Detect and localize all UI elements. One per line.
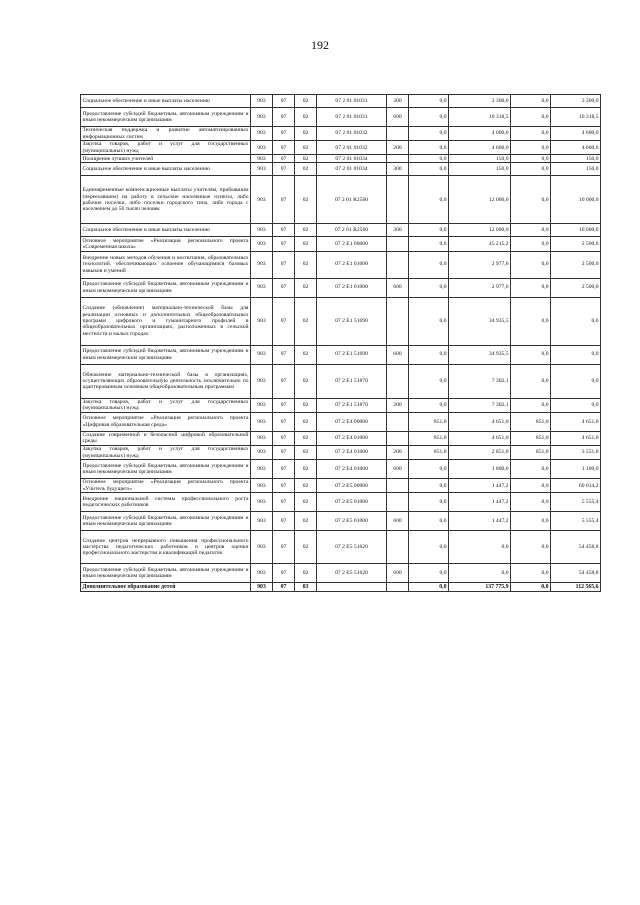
cell-target: 07 2 01 01031 xyxy=(317,108,387,127)
cell-subsection: 02 xyxy=(295,251,317,278)
cell-subsection: 03 xyxy=(295,583,317,592)
cell-section: 07 xyxy=(273,95,295,108)
cell-section: 07 xyxy=(273,583,295,592)
table-row xyxy=(81,237,601,251)
cell-sum2: 12 000,0 xyxy=(449,176,511,224)
cell-sum1: 0,0 xyxy=(409,564,449,583)
cell-expense-type: 600 xyxy=(387,278,409,297)
cell-expense-type: 200 xyxy=(387,141,409,155)
cell-target: 07 2 E1 51870 xyxy=(317,364,387,398)
table-row xyxy=(81,512,601,531)
cell-sum2: 34 935,5 xyxy=(449,345,511,364)
cell-sum3: 0,0 xyxy=(511,224,551,237)
cell-sum1: 0,0 xyxy=(409,95,449,108)
cell-sum3: 0,0 xyxy=(511,493,551,512)
cell-name: Социальное обеспечение и иные выплаты населению xyxy=(81,95,251,108)
cell-grbs: 903 xyxy=(251,512,273,531)
cell-grbs: 903 xyxy=(251,479,273,493)
cell-sum3: 0,0 xyxy=(511,531,551,564)
cell-sum3: 0,0 xyxy=(511,155,551,163)
cell-subsection: 02 xyxy=(295,176,317,224)
cell-name: Закупка товаров, работ и услуг для государственных (муниципальных) нужд xyxy=(82,446,249,459)
cell-subsection: 02 xyxy=(295,345,317,364)
cell-subsection: 02 xyxy=(295,163,317,176)
cell-sum2: 1 447,2 xyxy=(449,512,511,531)
cell-subsection: 02 xyxy=(295,364,317,398)
cell-target: 07 2 E1 51690 xyxy=(317,345,387,364)
cell-sum3: 0,0 xyxy=(511,297,551,345)
cell-sum3: 0,0 xyxy=(511,564,551,583)
cell-sum4: 10 000,0 xyxy=(551,176,601,224)
cell-name: Предоставление субсидий бюджетным, автономным учреждениям и иным некоммерческим организациям xyxy=(81,460,251,479)
page-number: 192 xyxy=(311,38,329,52)
cell-sum1: 0,0 xyxy=(409,163,449,176)
cell-expense-type xyxy=(387,493,409,512)
cell-name: Социальное обеспечение и иные выплаты населению xyxy=(81,224,251,237)
cell-sum1: 0,0 xyxy=(409,237,449,251)
cell-sum3: 0,0 xyxy=(511,583,551,592)
cell-sum2: 2 851,0 xyxy=(449,445,511,459)
cell-target: 07 2 E1 01000 xyxy=(317,251,387,278)
cell-sum2: 150,0 xyxy=(449,155,511,163)
table-row xyxy=(81,127,601,141)
cell-section: 07 xyxy=(273,127,295,141)
table-row xyxy=(81,364,601,398)
table-row xyxy=(81,155,601,163)
cell-name: Поощрение лучших учителей xyxy=(81,155,251,163)
cell-name: Единовременные компенсационные выплаты учителям, прибывшим (переехавшим) на работу в сельские населенные пункты, либо рабочие поселки, либо поселки городского типа, либо города с населением до 50 тысяч человек xyxy=(81,176,251,224)
cell-sum4: 4 651,0 xyxy=(551,412,601,431)
cell-name: Создание (обновление) материально-технической базы для реализации основных и дополнительных общеобразовательных программ цифрового и гуманитарного профилей в общеобразовательных организациях, расположенных в сельской местности и малых городах xyxy=(81,297,251,345)
cell-section: 07 xyxy=(273,493,295,512)
cell-sum1: 0,0 xyxy=(409,364,449,398)
cell-target: 07 2 E5 00000 xyxy=(317,479,387,493)
cell-section: 07 xyxy=(273,163,295,176)
cell-grbs: 903 xyxy=(251,445,273,459)
cell-sum2: 4 651,0 xyxy=(449,412,511,431)
table-row xyxy=(81,251,601,278)
cell-name: Предоставление субсидий бюджетным, автономным учреждениям и иным некоммерческим организациям xyxy=(81,564,251,583)
cell-subsection: 02 xyxy=(295,460,317,479)
cell-subsection: 02 xyxy=(295,155,317,163)
cell-expense-type: 600 xyxy=(387,460,409,479)
cell-sum4: 60 014,2 xyxy=(551,479,601,493)
table-row xyxy=(81,445,601,459)
cell-target: 07 2 01 R2560 xyxy=(317,176,387,224)
cell-name: Основное мероприятие «Реализация регионального проекта «Учитель будущего» xyxy=(82,479,249,492)
cell-sum4: 10 000,0 xyxy=(551,224,601,237)
cell-target: 07 2 E4 00000 xyxy=(317,412,387,431)
cell-grbs: 903 xyxy=(251,127,273,141)
table-row xyxy=(81,583,601,592)
cell-sum4: 0,0 xyxy=(551,364,601,398)
cell-expense-type: 300 xyxy=(387,95,409,108)
cell-sum2: 0,0 xyxy=(449,564,511,583)
cell-expense-type: 200 xyxy=(387,398,409,412)
cell-sum2: 1 447,2 xyxy=(449,479,511,493)
cell-sum4: 0,0 xyxy=(551,398,601,412)
cell-expense-type: 600 xyxy=(387,345,409,364)
table-row xyxy=(81,141,601,155)
cell-section: 07 xyxy=(273,431,295,445)
cell-sum2: 150,0 xyxy=(449,163,511,176)
cell-sum1: 0,0 xyxy=(409,460,449,479)
cell-sum1: 0,0 xyxy=(409,155,449,163)
cell-sum2: 4 651,0 xyxy=(449,431,511,445)
cell-grbs: 903 xyxy=(251,176,273,224)
cell-name: Закупка товаров, работ и услуг для государственных (муниципальных) нужд xyxy=(82,141,249,154)
cell-subsection: 02 xyxy=(295,564,317,583)
cell-name: Внедрение национальной системы профессионального роста педагогических работников xyxy=(81,493,251,512)
cell-sum3: 0,0 xyxy=(511,398,551,412)
cell-subsection: 02 xyxy=(295,479,317,493)
cell-sum3: 0,0 xyxy=(511,479,551,493)
cell-subsection: 02 xyxy=(295,445,317,459)
table-row xyxy=(81,398,601,412)
table-row xyxy=(81,431,601,445)
cell-target: 07 2 E5 01000 xyxy=(317,512,387,531)
cell-grbs: 903 xyxy=(251,345,273,364)
cell-expense-type: 600 xyxy=(387,512,409,531)
cell-sum4: 0,0 xyxy=(551,345,601,364)
cell-target: 07 2 01 01032 xyxy=(317,127,387,141)
cell-section: 07 xyxy=(273,251,295,278)
cell-sum2: 3 300,0 xyxy=(449,95,511,108)
cell-sum3: 0,0 xyxy=(511,345,551,364)
cell-target xyxy=(317,583,387,592)
cell-target: 07 2 E1 51690 xyxy=(317,297,387,345)
cell-sum3: 851,0 xyxy=(511,412,551,431)
cell-grbs: 903 xyxy=(251,141,273,155)
cell-sum1: 0,0 xyxy=(409,297,449,345)
cell-sum4: 0,0 xyxy=(551,297,601,345)
cell-expense-type xyxy=(387,412,409,431)
cell-sum1: 0,0 xyxy=(409,224,449,237)
cell-sum3: 851,0 xyxy=(511,445,551,459)
cell-sum1: 0,0 xyxy=(409,398,449,412)
cell-sum4: 4 600,0 xyxy=(551,141,601,155)
cell-target: 07 2 E5 51620 xyxy=(317,564,387,583)
cell-sum2: 137 775,9 xyxy=(449,583,511,592)
cell-sum3: 0,0 xyxy=(511,95,551,108)
cell-expense-type xyxy=(387,583,409,592)
cell-sum4: 2 500,0 xyxy=(551,237,601,251)
cell-grbs: 903 xyxy=(251,251,273,278)
cell-name: Техническая поддержка и развитие автоматизированных информационных систем xyxy=(82,127,249,140)
table-row xyxy=(81,224,601,237)
cell-expense-type xyxy=(387,431,409,445)
table-row xyxy=(81,163,601,176)
cell-sum2: 0,0 xyxy=(449,531,511,564)
cell-sum1: 0,0 xyxy=(409,251,449,278)
cell-sum4: 2 500,0 xyxy=(551,251,601,278)
cell-sum1: 0,0 xyxy=(409,493,449,512)
cell-expense-type xyxy=(387,297,409,345)
cell-name: Создание современной и безопасной цифровой образовательной среды xyxy=(82,432,249,445)
cell-sum4: 10 318,5 xyxy=(551,108,601,127)
cell-target: 07 2 01 R2560 xyxy=(317,224,387,237)
cell-section: 07 xyxy=(273,460,295,479)
cell-sum1: 0,0 xyxy=(409,531,449,564)
cell-sum4: 150,0 xyxy=(551,155,601,163)
cell-target: 07 2 E5 01000 xyxy=(317,493,387,512)
cell-sum2: 10 318,5 xyxy=(449,108,511,127)
cell-section: 07 xyxy=(273,564,295,583)
cell-section: 07 xyxy=(273,297,295,345)
cell-sum2: 2 977,6 xyxy=(449,278,511,297)
table-row xyxy=(81,345,601,364)
cell-name: Основное мероприятие «Реализация регионального проекта «Цифровая образовательная среда» xyxy=(81,412,251,431)
cell-name: Закупка товаров, работ и услуг для государственных (муниципальных) нужд xyxy=(82,398,249,412)
cell-sum3: 0,0 xyxy=(511,237,551,251)
cell-expense-type xyxy=(387,237,409,251)
table-row xyxy=(81,297,601,345)
cell-target: 07 2 E1 01000 xyxy=(317,278,387,297)
cell-name: Дополнительное образование детей xyxy=(81,583,251,592)
cell-target: 07 2 E4 01000 xyxy=(317,460,387,479)
cell-sum3: 0,0 xyxy=(511,127,551,141)
cell-sum1: 0,0 xyxy=(409,127,449,141)
table-row xyxy=(81,108,601,127)
cell-name: Обновление материально-технической базы в организациях, осуществляющих образовательную деятельность исключительно по адаптированным основным общеобразовательным программам xyxy=(81,364,251,398)
table-row xyxy=(81,412,601,431)
cell-sum1: 851,0 xyxy=(409,445,449,459)
cell-subsection: 02 xyxy=(295,398,317,412)
cell-sum1: 0,0 xyxy=(409,345,449,364)
cell-sum2: 7 302,1 xyxy=(449,398,511,412)
cell-name: Социальное обеспечение и иные выплаты населению xyxy=(81,163,251,176)
cell-sum3: 0,0 xyxy=(511,460,551,479)
cell-grbs: 903 xyxy=(251,564,273,583)
cell-sum4: 2 500,0 xyxy=(551,278,601,297)
cell-grbs: 903 xyxy=(251,155,273,163)
cell-section: 07 xyxy=(273,364,295,398)
cell-section: 07 xyxy=(273,278,295,297)
cell-subsection: 02 xyxy=(295,493,317,512)
cell-sum1: 0,0 xyxy=(409,141,449,155)
cell-expense-type: 600 xyxy=(387,108,409,127)
budget-table xyxy=(80,94,601,592)
cell-sum2: 4 600,0 xyxy=(449,127,511,141)
cell-grbs: 903 xyxy=(251,364,273,398)
cell-sum3: 0,0 xyxy=(511,251,551,278)
cell-expense-type: 300 xyxy=(387,163,409,176)
cell-subsection: 02 xyxy=(295,108,317,127)
cell-sum2: 1 447,2 xyxy=(449,493,511,512)
cell-sum1: 0,0 xyxy=(409,176,449,224)
cell-sum4: 3 551,0 xyxy=(551,445,601,459)
cell-sum4: 5 555,4 xyxy=(551,493,601,512)
cell-subsection: 02 xyxy=(295,297,317,345)
table-row xyxy=(81,531,601,564)
cell-sum1: 851,0 xyxy=(409,431,449,445)
cell-sum1: 0,0 xyxy=(409,512,449,531)
cell-grbs: 903 xyxy=(251,493,273,512)
cell-expense-type: 300 xyxy=(387,224,409,237)
cell-expense-type xyxy=(387,479,409,493)
cell-name: Предоставление субсидий бюджетным, автономным учреждениям и иным некоммерческим организациям xyxy=(81,512,251,531)
cell-grbs: 903 xyxy=(251,278,273,297)
cell-grbs: 903 xyxy=(251,224,273,237)
cell-expense-type xyxy=(387,251,409,278)
cell-section: 07 xyxy=(273,512,295,531)
cell-sum4: 3 300,0 xyxy=(551,95,601,108)
cell-grbs: 903 xyxy=(251,398,273,412)
cell-sum2: 45 215,2 xyxy=(449,237,511,251)
cell-sum1: 0,0 xyxy=(409,583,449,592)
cell-section: 07 xyxy=(273,479,295,493)
cell-section: 07 xyxy=(273,237,295,251)
table-row xyxy=(81,460,601,479)
cell-grbs: 903 xyxy=(251,108,273,127)
cell-section: 07 xyxy=(273,155,295,163)
cell-grbs: 903 xyxy=(251,583,273,592)
cell-sum2: 2 977,6 xyxy=(449,251,511,278)
cell-sum4: 1 100,0 xyxy=(551,460,601,479)
cell-sum3: 0,0 xyxy=(511,163,551,176)
cell-target: 07 2 01 01034 xyxy=(317,163,387,176)
cell-subsection: 02 xyxy=(295,512,317,531)
table-row xyxy=(81,479,601,493)
cell-target: 07 2 01 01034 xyxy=(317,155,387,163)
cell-target: 07 2 E5 51620 xyxy=(317,531,387,564)
cell-sum1: 0,0 xyxy=(409,278,449,297)
cell-sum3: 0,0 xyxy=(511,512,551,531)
budget-table-body xyxy=(81,95,601,592)
cell-expense-type xyxy=(387,364,409,398)
cell-expense-type xyxy=(387,531,409,564)
cell-subsection: 02 xyxy=(295,141,317,155)
cell-expense-type xyxy=(387,155,409,163)
cell-subsection: 02 xyxy=(295,237,317,251)
cell-sum2: 34 935,5 xyxy=(449,297,511,345)
cell-grbs: 903 xyxy=(251,431,273,445)
cell-expense-type xyxy=(387,176,409,224)
cell-subsection: 02 xyxy=(295,531,317,564)
cell-subsection: 02 xyxy=(295,278,317,297)
cell-sum4: 112 565,6 xyxy=(551,583,601,592)
cell-section: 07 xyxy=(273,176,295,224)
cell-name: Предоставление субсидий бюджетным, автономным учреждениям и иным некоммерческим организациям xyxy=(81,108,251,127)
cell-sum4: 54 458,8 xyxy=(551,531,601,564)
cell-sum2: 1 800,0 xyxy=(449,460,511,479)
cell-sum2: 12 000,0 xyxy=(449,224,511,237)
cell-section: 07 xyxy=(273,398,295,412)
cell-sum3: 0,0 xyxy=(511,364,551,398)
table-row xyxy=(81,493,601,512)
cell-target: 07 2 E4 01000 xyxy=(317,431,387,445)
cell-expense-type: 200 xyxy=(387,445,409,459)
cell-grbs: 903 xyxy=(251,531,273,564)
cell-grbs: 903 xyxy=(251,412,273,431)
cell-expense-type: 600 xyxy=(387,564,409,583)
cell-grbs: 903 xyxy=(251,297,273,345)
cell-sum4: 4 600,0 xyxy=(551,127,601,141)
cell-section: 07 xyxy=(273,224,295,237)
cell-subsection: 02 xyxy=(295,431,317,445)
cell-subsection: 02 xyxy=(295,412,317,431)
cell-section: 07 xyxy=(273,345,295,364)
table-row xyxy=(81,564,601,583)
cell-sum3: 0,0 xyxy=(511,176,551,224)
cell-name: Внедрение новых методов обучения и воспитания, образовательных технологий, обеспечивающих освоение обучающимися базовых навыков и умений xyxy=(81,251,251,278)
table-row xyxy=(81,278,601,297)
cell-target: 07 2 E1 51870 xyxy=(317,398,387,412)
cell-target: 07 2 E4 01000 xyxy=(317,445,387,459)
cell-section: 07 xyxy=(273,531,295,564)
cell-sum4: 5 555,4 xyxy=(551,512,601,531)
cell-sum3: 851,0 xyxy=(511,431,551,445)
cell-grbs: 903 xyxy=(251,163,273,176)
cell-subsection: 02 xyxy=(295,127,317,141)
cell-sum3: 0,0 xyxy=(511,278,551,297)
cell-section: 07 xyxy=(273,445,295,459)
cell-sum1: 0,0 xyxy=(409,479,449,493)
cell-subsection: 02 xyxy=(295,224,317,237)
cell-target: 07 2 01 01032 xyxy=(317,141,387,155)
cell-sum2: 4 600,0 xyxy=(449,141,511,155)
cell-expense-type xyxy=(387,127,409,141)
cell-name: Предоставление субсидий бюджетным, автономным учреждениям и иным некоммерческим организациям xyxy=(81,345,251,364)
table-row xyxy=(81,95,601,108)
cell-grbs: 903 xyxy=(251,460,273,479)
cell-subsection: 02 xyxy=(295,95,317,108)
cell-section: 07 xyxy=(273,141,295,155)
table-row xyxy=(81,176,601,224)
cell-grbs: 903 xyxy=(251,95,273,108)
cell-sum2: 7 302,1 xyxy=(449,364,511,398)
cell-sum1: 851,0 xyxy=(409,412,449,431)
cell-target: 07 2 E1 00000 xyxy=(317,237,387,251)
cell-sum4: 150,0 xyxy=(551,163,601,176)
cell-sum4: 4 651,0 xyxy=(551,431,601,445)
cell-sum3: 0,0 xyxy=(511,141,551,155)
cell-target: 07 2 01 01031 xyxy=(317,95,387,108)
cell-name: Создание центров непрерывного повышения профессионального мастерства педагогических работников и центров оценки профессионального мастерства и квалификаций педагогов xyxy=(81,531,251,564)
cell-sum1: 0,0 xyxy=(409,108,449,127)
cell-sum4: 54 458,8 xyxy=(551,564,601,583)
cell-name: Предоставление субсидий бюджетным, автономным учреждениям и иным некоммерческим организациям xyxy=(81,278,251,297)
cell-grbs: 903 xyxy=(251,237,273,251)
cell-sum3: 0,0 xyxy=(511,108,551,127)
cell-section: 07 xyxy=(273,108,295,127)
cell-section: 07 xyxy=(273,412,295,431)
cell-name: Основное мероприятие «Реализация регионального проекта «Современная школа» xyxy=(82,237,249,250)
